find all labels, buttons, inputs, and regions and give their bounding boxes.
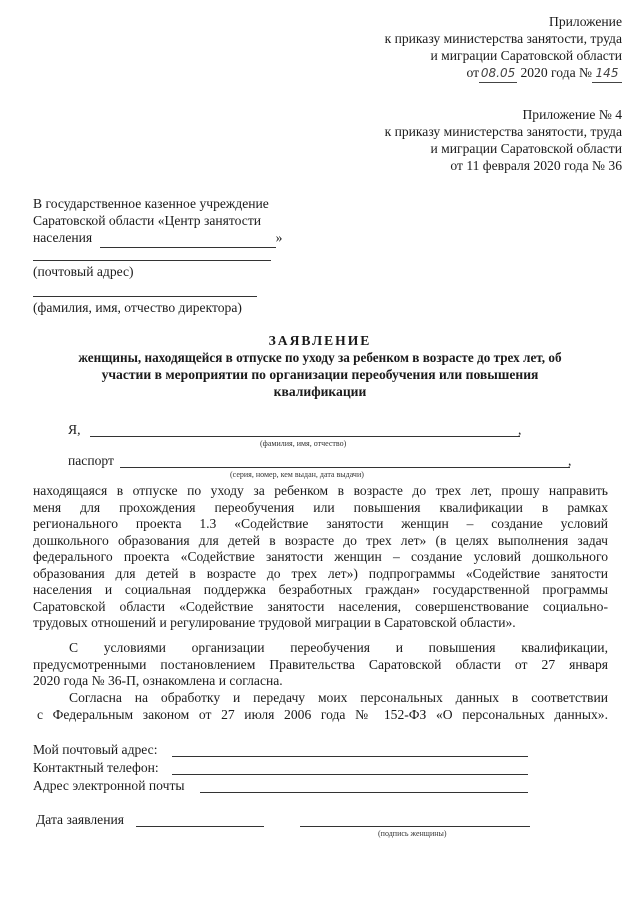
director-name-line <box>33 296 257 297</box>
handwritten-date: 08.05 <box>479 65 517 83</box>
addressee-line2: Саратовской области «Центр занятости <box>33 213 262 228</box>
postal-label: Мой почтовый адрес: <box>33 742 158 757</box>
addressee-line3-prefix: населения <box>33 230 93 245</box>
document-page: Приложение к приказу министерства занятости, труда и миграции Саратовской области от 08.05 2020 года № 145 Приложение № 4 к приказу министерства занятости, труда и миграции Саратовской области от 11 февраля 2020 года № 36 В государственное казенное учреждение Саратовской области «Центр занятости населения » (почтовый адрес) (фамилия, имя, отчество директора) ЗАЯВЛЕНИЕ женщины, находящейся в отпуске по уходу за ребенком в возрасте до трех лет, об участии в мероприятии по организации переобучения или повышения квалификации Я, , (фамилия, имя, отчество) паспорт , (серия, номер, кем выдан, дата выдачи) находящаяся в отпуске по уходу за ребенком в возрасте до трех лет, прошу направить меня для прохождения переобучения или повышения квалификации в рамках регионального проекта 1.3 «Содействие занятости женщин – создание условий дошкольного образования для детей в возрасте до трех лет» (в целях выполнения задач федерального проекта «Содействие занятости женщин – создание условий дошкольного образования для детей в возрасте до трех лет») подпрограммы «Содействие занятости населения и социальная поддержка безработных граждан» государственной программы Саратовской области «Содействие занятости населения, совершенствование социально- трудовых отношений и регулирование трудовой миграции в Саратовской области». С условиями организации переобучения и повышения квалификации, предусмотренными постановлением Правительства Саратовской области от 27 января 2020 года № 36-П, ознакомлена и согласна. Согласна на обработку и передачу моих персональных данных в соответствии с Федеральным законом от 27 июля 2006 года № 152-ФЗ «О персональных данных». Мой почтовый адрес: Контактный телефон: Адрес электронной почты Дата заявления (подпись женщины) <box>0 0 640 905</box>
addressee-line3-suffix: » <box>275 230 283 245</box>
full-name-line[interactable] <box>90 436 520 437</box>
appendix4-line3: от 11 февраля 2020 года № 36 <box>450 158 622 173</box>
passport-label: паспорт <box>68 453 114 468</box>
statement-subtitle-1: женщины, находящейся в отпуске по уходу за ребенком в возрасте до трех лет, об <box>78 350 562 365</box>
handwritten-number: 145 <box>592 65 622 83</box>
postal-input-line[interactable] <box>172 756 528 757</box>
center-name-blank <box>100 230 276 248</box>
appendix4-title: Приложение № 4 <box>522 107 622 122</box>
statement-subtitle-3: квалификации <box>273 384 367 399</box>
email-input-line[interactable] <box>200 792 528 793</box>
paragraph-consent: Согласна на обработку и передачу моих персональных данных в соответствии с Федеральным законом от 27 июля 2006 года № 152-ФЗ «О персональных данных». <box>37 690 608 722</box>
appendix4-line1: к приказу министерства занятости, труда <box>384 124 622 139</box>
phone-label: Контактный телефон: <box>33 760 159 775</box>
passport-end: , <box>568 453 572 468</box>
director-caption: (фамилия, имя, отчество директора) <box>33 300 242 315</box>
addressee-line1: В государственное казенное учреждение <box>33 196 269 211</box>
full-name-caption: (фамилия, имя, отчество) <box>260 439 347 448</box>
statement-heading: ЗАЯВЛЕНИЕ <box>268 333 372 348</box>
appendix4-line2: и миграции Саратовской области <box>430 141 622 156</box>
paragraph-request: находящаяся в отпуске по уходу за ребенком в возрасте до трех лет, прошу направить меня для прохождения переобучения или повышения квалификации в рамках регионального проекта 1.3 «Содействие занятости женщин – создание условий дошкольного образования для детей в возрасте до трех лет» (в целях выполнения задач федерального проекта «Содействие занятости женщин – создание условий дошкольного образования для детей в возрасте до трех лет») подпрограммы «Содействие занятости населения и социальная поддержка безработных граждан» государственной программы Саратовской области «Содействие занятости населения, совершенствование социально- трудовых отношений и регулирование трудовой миграции в Саратовской области». <box>33 483 608 630</box>
phone-input-line[interactable] <box>172 774 528 775</box>
date-label: Дата заявления <box>36 812 125 827</box>
appendix-date-prefix: от <box>466 65 480 80</box>
statement-subtitle-2: участии в мероприятии по организации переобучения или повышения <box>101 367 539 382</box>
ya-label: Я, <box>68 422 81 437</box>
appendix-title: Приложение <box>549 14 622 29</box>
signature-caption: (подпись женщины) <box>378 829 447 838</box>
appendix-line1: к приказу министерства занятости, труда <box>384 31 622 46</box>
signature-line[interactable] <box>300 826 530 827</box>
date-input-line[interactable] <box>136 826 264 827</box>
appendix-year: 2020 года № <box>520 65 592 80</box>
appendix-date-line <box>466 65 622 83</box>
postal-address-caption: (почтовый адрес) <box>33 264 134 279</box>
paragraph-conditions: С условиями организации переобучения и повышения квалификации, предусмотренными постановлением Правительства Саратовской области от 27 января 2020 года № 36-П, ознакомлена и согласна. <box>33 640 608 688</box>
passport-line[interactable] <box>120 467 570 468</box>
addressee-line3 <box>33 230 282 248</box>
postal-address-line <box>33 260 271 261</box>
email-label: Адрес электронной почты <box>33 778 185 793</box>
appendix-line2: и миграции Саратовской области <box>430 48 622 63</box>
passport-caption: (серия, номер, кем выдан, дата выдачи) <box>230 470 364 479</box>
